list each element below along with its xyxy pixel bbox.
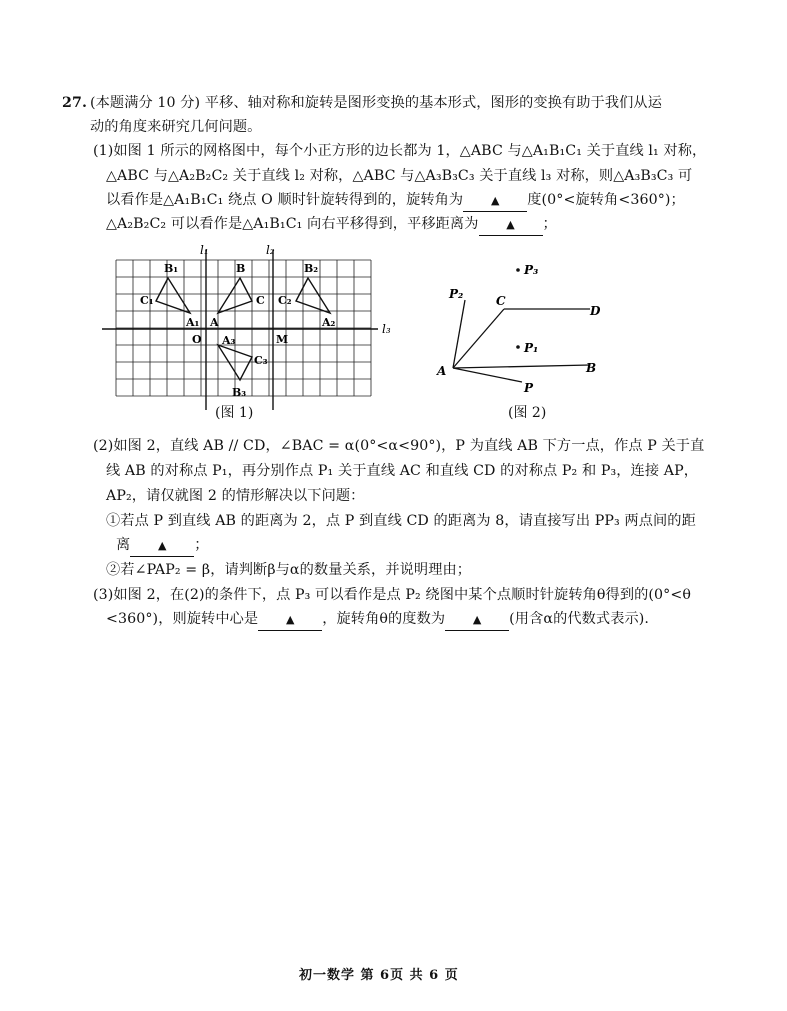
line-AB bbox=[453, 365, 590, 368]
label-P1: P₁ bbox=[524, 341, 539, 355]
question-intro-line-1: (本题满分 10 分) 平移、轴对称和旋转是图形变换的基本形式，图形的变换有助于我们从运 bbox=[90, 95, 662, 111]
part1-line-4-text: △A₂B₂C₂ 可以看作是△A₁B₁C₁ 向右平移得到，平移距离为 bbox=[106, 216, 479, 232]
label-B3: B₃ bbox=[232, 386, 247, 399]
question-intro-line-2: 动的角度来研究几何问题。 bbox=[90, 119, 262, 135]
label-M: M bbox=[276, 333, 289, 346]
label-B2: B₂ bbox=[304, 262, 319, 275]
answer-blank-translation-distance[interactable] bbox=[479, 214, 543, 236]
part2-q1-line-2 bbox=[116, 535, 209, 557]
part1-line-1: (1)如图 1 所示的网格图中，每个小正方形的边长都为 1，△ABC 与△A₁B₁C₁ 关于直线 l₁ 对称， bbox=[93, 143, 707, 159]
label-l2: l₂ bbox=[266, 243, 275, 257]
triangle-A2B2C2 bbox=[296, 278, 330, 313]
answer-blank-rotation-center[interactable] bbox=[258, 609, 322, 631]
label-A2: A₂ bbox=[322, 316, 336, 329]
label-B1: B₁ bbox=[164, 262, 179, 275]
part3-line-2 bbox=[106, 609, 649, 631]
part1-line-4-tail: ； bbox=[542, 216, 557, 232]
part2-q1-line-1: ①若点 P 到直线 AB 的距离为 2，点 P 到直线 CD 的距离为 8，请直接写出 PP₃ 两点间的距 bbox=[106, 513, 696, 529]
label-C: C bbox=[496, 294, 506, 308]
label-C3: C₃ bbox=[254, 354, 268, 367]
part3-text-3: (用含α的代数式表示). bbox=[509, 611, 650, 627]
triangle-placeholder-icon: ▲ bbox=[472, 613, 482, 626]
triangle-placeholder-icon: ▲ bbox=[285, 613, 295, 626]
answer-blank-theta-degree[interactable] bbox=[445, 609, 509, 631]
label-A1: A₁ bbox=[186, 316, 200, 329]
question-number: 27. bbox=[62, 95, 87, 111]
figure-1-grid bbox=[100, 240, 400, 420]
line-AP bbox=[453, 368, 522, 382]
triangle-A1B1C1 bbox=[156, 278, 190, 313]
part2-line-3: AP₂，请仅就图 2 的情形解决以下问题： bbox=[106, 488, 365, 504]
label-C: C bbox=[256, 294, 265, 307]
line-AC bbox=[453, 309, 504, 368]
answer-blank-rotation-angle[interactable] bbox=[463, 190, 527, 212]
part2-line-2: 线 AB 的对称点 P₁，再分别作点 P₁ 关于直线 AC 和直线 CD 的对称点 P₂ 和 P₃，连接 AP， bbox=[106, 463, 699, 479]
label-C2: C₂ bbox=[278, 294, 292, 307]
part2-q1-tail: ； bbox=[194, 537, 209, 553]
label-A: A bbox=[437, 364, 447, 378]
label-D: D bbox=[590, 304, 601, 318]
point-P1 bbox=[516, 345, 520, 349]
line-AP2 bbox=[453, 300, 465, 368]
label-P: P bbox=[524, 381, 534, 395]
figure-2-caption: (图 2) bbox=[508, 405, 547, 421]
label-l3: l₃ bbox=[382, 322, 391, 336]
answer-blank-pp3-distance[interactable] bbox=[130, 535, 194, 557]
label-B: B bbox=[586, 361, 597, 375]
triangle-placeholder-icon: ▲ bbox=[506, 218, 515, 231]
part1-line-3-tail: 度(0°<旋转角<360°)； bbox=[527, 192, 685, 208]
part3-text-2: ，旋转角θ的度数为 bbox=[322, 611, 446, 627]
part3-line-1: (3)如图 2，在(2)的条件下，点 P₃ 可以看作是点 P₂ 绕图中某个点顺时针旋转角θ得到的(0°<θ bbox=[93, 587, 691, 603]
triangle-placeholder-icon: ▲ bbox=[158, 539, 167, 552]
page-footer: 初一数学 第 6页 共 6 页 bbox=[299, 968, 459, 983]
part1-line-2: △ABC 与△A₂B₂C₂ 关于直线 l₂ 对称，△ABC 与△A₃B₃C₃ 关于直线 l₃ 对称，则△A₃B₃C₃ 可 bbox=[106, 168, 693, 184]
part2-q2: ②若∠PAP₂ = β，请判断β与α的数量关系，并说明理由； bbox=[106, 562, 472, 578]
point-P3 bbox=[516, 268, 520, 272]
label-A3: A₃ bbox=[222, 334, 236, 347]
label-C1: C₁ bbox=[140, 294, 154, 307]
label-B: B bbox=[236, 262, 246, 275]
part2-line-1: (2)如图 2，直线 AB // CD，∠BAC = α(0°<α<90°)，P 为直线 AB 下方一点，作点 P 关于直 bbox=[93, 438, 705, 454]
figure-2-diagram bbox=[430, 255, 630, 405]
part2-q1-text: 离 bbox=[116, 537, 131, 553]
label-P3: P₃ bbox=[524, 263, 539, 277]
part1-line-3 bbox=[106, 190, 685, 212]
triangle-placeholder-icon: ▲ bbox=[490, 194, 500, 207]
label-O: O bbox=[192, 333, 202, 346]
figure-1-caption: (图 1) bbox=[215, 405, 254, 421]
label-P2: P₂ bbox=[449, 287, 464, 301]
part1-line-4 bbox=[106, 214, 557, 236]
part3-text-1: <360°)，则旋转中心是 bbox=[106, 611, 259, 627]
label-l1: l₁ bbox=[200, 243, 209, 257]
part1-line-3-text: 以看作是△A₁B₁C₁ 绕点 O 顺时针旋转得到的，旋转角为 bbox=[106, 192, 464, 208]
label-A: A bbox=[210, 316, 219, 329]
